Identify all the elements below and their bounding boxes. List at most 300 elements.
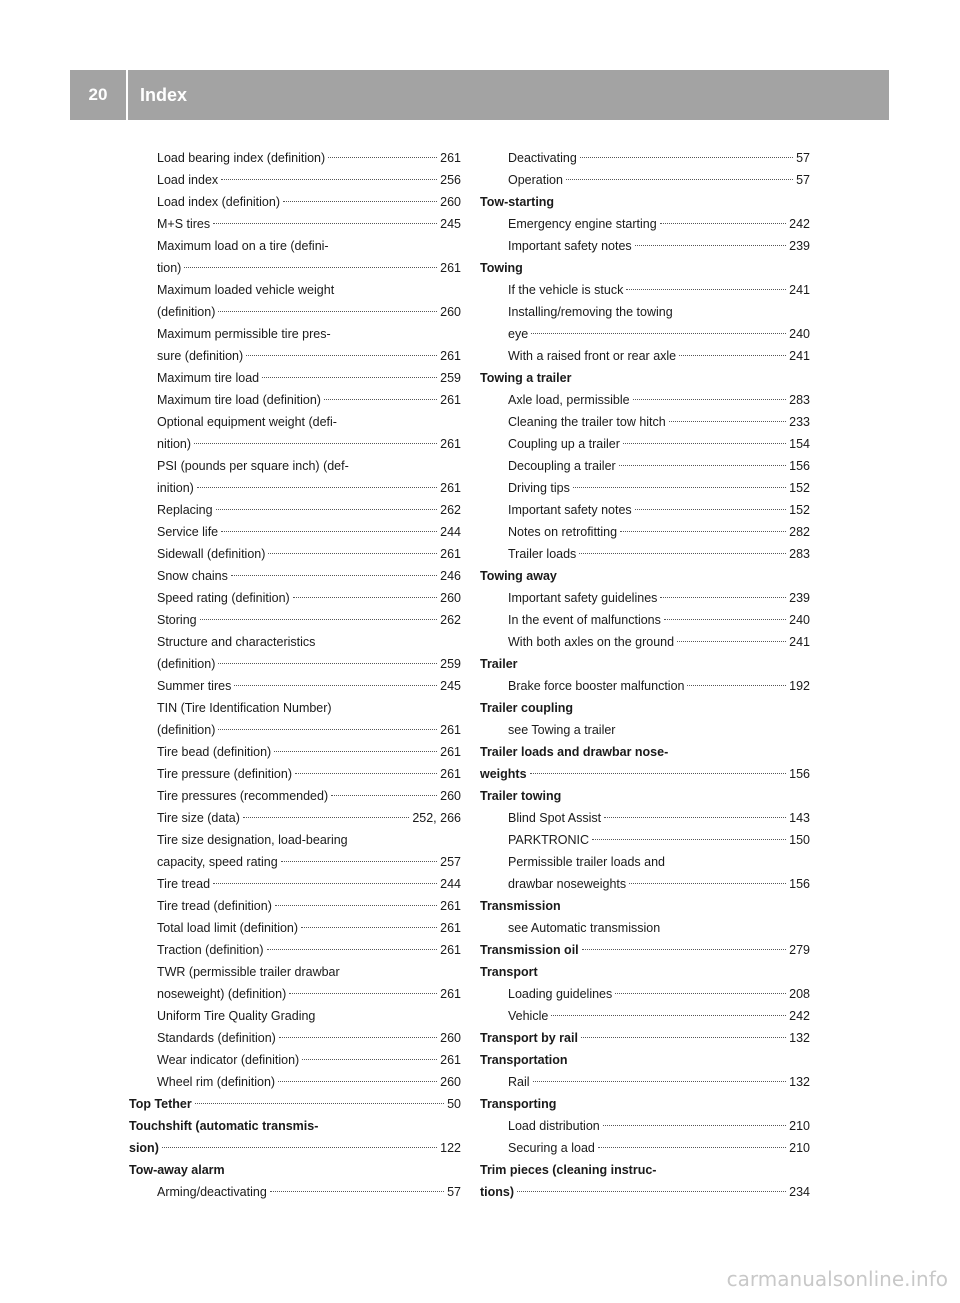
page-reference: 208 xyxy=(789,987,810,1001)
entry-label: Vehicle xyxy=(508,1009,549,1023)
dot-leader xyxy=(218,663,437,664)
index-entry-sub xyxy=(129,741,461,763)
index-entry-sub xyxy=(480,521,810,543)
page-reference: 261 xyxy=(440,349,461,363)
page-reference: 259 xyxy=(440,657,461,671)
index-entry-sub xyxy=(480,587,810,609)
entry-label: (definition) xyxy=(157,657,216,671)
index-entry-main xyxy=(129,1137,461,1159)
index-entry-sub xyxy=(129,851,461,873)
dot-leader xyxy=(213,883,437,884)
index-heading: Tow-starting xyxy=(480,195,555,209)
index-entry-sub xyxy=(480,609,810,631)
entry-label: If the vehicle is stuck xyxy=(508,283,624,297)
dot-leader xyxy=(331,795,437,796)
index-entry-sub xyxy=(129,719,461,741)
entry-label: Emergency engine starting xyxy=(508,217,657,231)
index-entry-sub xyxy=(129,873,461,895)
index-heading: Trailer loads and drawbar nose- xyxy=(480,745,669,759)
page-reference: 260 xyxy=(440,305,461,319)
index-heading: Trailer xyxy=(480,657,518,671)
page-reference: 210 xyxy=(789,1141,810,1155)
dot-leader xyxy=(267,949,438,950)
entry-label: Deactivating xyxy=(508,151,577,165)
dot-leader xyxy=(195,1103,444,1104)
index-entry-sub xyxy=(129,763,461,785)
index-entry-sub xyxy=(129,213,461,235)
index-entry-sub xyxy=(129,345,461,367)
index-heading: Towing xyxy=(480,261,523,275)
index-entry-sub xyxy=(129,675,461,697)
dot-leader xyxy=(623,443,786,444)
dot-leader xyxy=(582,949,787,950)
dot-leader xyxy=(633,399,787,400)
entry-label: Transmission oil xyxy=(480,943,579,957)
page-reference: 262 xyxy=(440,613,461,627)
dot-leader xyxy=(283,201,437,202)
index-heading: Transporting xyxy=(480,1097,557,1111)
entry-label: Standards (definition) xyxy=(157,1031,276,1045)
dot-leader xyxy=(324,399,437,400)
entry-label: drawbar noseweights xyxy=(508,877,627,891)
entry-label: Service life xyxy=(157,525,219,539)
entry-label: nition) xyxy=(157,437,192,451)
dot-leader xyxy=(243,817,409,818)
page-reference: 244 xyxy=(440,525,461,539)
index-entry-sub xyxy=(129,917,461,939)
page-reference: 252, 266 xyxy=(412,811,461,825)
page-reference: 242 xyxy=(789,217,810,231)
page-reference: 156 xyxy=(789,877,810,891)
entry-label: Load index (definition) xyxy=(157,195,280,209)
dot-leader xyxy=(268,553,437,554)
dot-leader xyxy=(213,223,437,224)
index-entry-text: Installing/removing the towing xyxy=(508,305,673,319)
dot-leader xyxy=(635,509,786,510)
index-entry-sub xyxy=(129,1027,461,1049)
entry-label: Blind Spot Assist xyxy=(508,811,602,825)
index-entry-text: Maximum permissible tire pres- xyxy=(157,327,331,341)
index-heading: Touchshift (automatic transmis- xyxy=(129,1119,319,1133)
entry-label: Securing a load xyxy=(508,1141,595,1155)
entry-label: Maximum tire load (definition) xyxy=(157,393,321,407)
dot-leader xyxy=(184,267,437,268)
page-reference: 261 xyxy=(440,481,461,495)
index-entry-sub xyxy=(480,1071,810,1093)
page-reference: 132 xyxy=(789,1075,810,1089)
index-entry-sub xyxy=(480,829,810,851)
dot-leader xyxy=(197,487,437,488)
index-entry-sub xyxy=(480,169,810,191)
dot-leader xyxy=(660,597,786,598)
page-reference: 279 xyxy=(789,943,810,957)
entry-label: Operation xyxy=(508,173,563,187)
index-entry-sub xyxy=(480,873,810,895)
entry-label: With both axles on the ground xyxy=(508,635,675,649)
page-reference: 242 xyxy=(789,1009,810,1023)
index-entry-sub xyxy=(129,807,461,829)
index-entry-text: Structure and characteristics xyxy=(157,635,316,649)
entry-label: noseweight) (definition) xyxy=(157,987,287,1001)
index-entry-sub xyxy=(129,367,461,389)
index-entry-sub xyxy=(129,587,461,609)
index-entry-main xyxy=(129,1093,461,1115)
dot-leader xyxy=(531,333,786,334)
index-entry-sub xyxy=(480,499,810,521)
page-reference: 283 xyxy=(789,547,810,561)
entry-label: sion) xyxy=(129,1141,159,1155)
dot-leader xyxy=(328,157,437,158)
dot-leader xyxy=(275,905,437,906)
index-entry-text: TIN (Tire Identification Number) xyxy=(157,701,332,715)
page-reference: 122 xyxy=(440,1141,461,1155)
entry-label: Arming/deactivating xyxy=(157,1185,267,1199)
dot-leader xyxy=(278,1081,437,1082)
page-reference: 261 xyxy=(440,547,461,561)
page-reference: 261 xyxy=(440,987,461,1001)
page-reference: 261 xyxy=(440,437,461,451)
page-reference: 260 xyxy=(440,1075,461,1089)
entry-label: Snow chains xyxy=(157,569,228,583)
index-column-right xyxy=(480,147,810,1203)
dot-leader xyxy=(629,883,786,884)
index-entry-sub xyxy=(480,1115,810,1137)
page-reference: 260 xyxy=(440,789,461,803)
entry-label: Storing xyxy=(157,613,197,627)
dot-leader xyxy=(598,1147,786,1148)
entry-label: weights xyxy=(480,767,527,781)
page-reference: 240 xyxy=(789,327,810,341)
page-title: Index xyxy=(140,85,188,105)
index-entry-sub xyxy=(480,389,810,411)
page-reference: 260 xyxy=(440,1031,461,1045)
dot-leader xyxy=(619,465,786,466)
index-entry-sub xyxy=(129,565,461,587)
page-reference: 261 xyxy=(440,943,461,957)
entry-label: Replacing xyxy=(157,503,213,517)
page-reference: 261 xyxy=(440,261,461,275)
index-entry-sub xyxy=(480,213,810,235)
entry-label: tions) xyxy=(480,1185,515,1199)
watermark: carmanualsonline.info xyxy=(726,1267,948,1291)
page-reference: 260 xyxy=(440,591,461,605)
page-reference: 241 xyxy=(789,349,810,363)
index-entry-main xyxy=(480,939,810,961)
index-entry-sub xyxy=(129,499,461,521)
entry-label: Brake force booster malfunction xyxy=(508,679,685,693)
entry-label: tion) xyxy=(157,261,182,275)
index-entry-sub xyxy=(480,983,810,1005)
page-reference: 245 xyxy=(440,679,461,693)
index-entry-sub xyxy=(129,1181,461,1203)
index-entry-text: Uniform Tire Quality Grading xyxy=(157,1009,316,1023)
index-entry-sub xyxy=(129,477,461,499)
page-reference: 241 xyxy=(789,635,810,649)
index-entry-text: Tire size designation, load-bearing xyxy=(157,833,348,847)
dot-leader xyxy=(274,751,437,752)
index-heading: Transmission xyxy=(480,899,561,913)
page-reference: 259 xyxy=(440,371,461,385)
index-entry-text: Maximum load on a tire (defini- xyxy=(157,239,329,253)
index-entry-text: Optional equipment weight (defi- xyxy=(157,415,337,429)
index-entry-sub xyxy=(129,785,461,807)
dot-leader xyxy=(626,289,786,290)
entry-label: Axle load, permissible xyxy=(508,393,630,407)
dot-leader xyxy=(218,729,437,730)
page-reference: 261 xyxy=(440,745,461,759)
page-reference: 156 xyxy=(789,459,810,473)
dot-leader xyxy=(270,1191,444,1192)
dot-leader xyxy=(194,443,437,444)
entry-label: Total load limit (definition) xyxy=(157,921,299,935)
dot-leader xyxy=(293,597,437,598)
dot-leader xyxy=(231,575,437,576)
index-entry-main xyxy=(480,1027,810,1049)
dot-leader xyxy=(603,1125,786,1126)
dot-leader xyxy=(517,1191,786,1192)
dot-leader xyxy=(218,311,437,312)
page-reference: 210 xyxy=(789,1119,810,1133)
page-reference: 240 xyxy=(789,613,810,627)
index-entry-sub xyxy=(129,389,461,411)
index-entry-sub xyxy=(480,477,810,499)
index-heading: Trailer coupling xyxy=(480,701,574,715)
entry-label: Wheel rim (definition) xyxy=(157,1075,276,1089)
index-entry-sub xyxy=(480,433,810,455)
index-entry-sub xyxy=(129,895,461,917)
entry-label: Wear indicator (definition) xyxy=(157,1053,300,1067)
index-entry-text: PSI (pounds per square inch) (def- xyxy=(157,459,349,473)
dot-leader xyxy=(573,487,786,488)
entry-label: Maximum tire load xyxy=(157,371,260,385)
page-number: 20 xyxy=(88,85,108,104)
page-reference: 261 xyxy=(440,921,461,935)
index-heading: Trim pieces (cleaning instruc- xyxy=(480,1163,657,1177)
index-entry-sub xyxy=(129,939,461,961)
index-entry-sub xyxy=(480,1137,810,1159)
entry-label: Load distribution xyxy=(508,1119,600,1133)
page-reference: 244 xyxy=(440,877,461,891)
page-reference: 234 xyxy=(789,1185,810,1199)
page-reference: 152 xyxy=(789,503,810,517)
entry-label: Coupling up a trailer xyxy=(508,437,620,451)
entry-label: Transport by rail xyxy=(480,1031,578,1045)
page-reference: 261 xyxy=(440,723,461,737)
index-entry-sub xyxy=(129,1049,461,1071)
index-entry-sub xyxy=(480,675,810,697)
page-reference: 245 xyxy=(440,217,461,231)
index-column-left xyxy=(129,147,461,1203)
entry-label: Important safety notes xyxy=(508,239,632,253)
dot-leader xyxy=(234,685,437,686)
index-entry-sub xyxy=(129,147,461,169)
entry-label: Trailer loads xyxy=(508,547,577,561)
entry-label: With a raised front or rear axle xyxy=(508,349,677,363)
entry-label: Summer tires xyxy=(157,679,232,693)
dot-leader xyxy=(281,861,437,862)
index-entry-sub xyxy=(480,455,810,477)
index-entry-sub xyxy=(129,983,461,1005)
page-reference: 257 xyxy=(440,855,461,869)
entry-label: In the event of malfunctions xyxy=(508,613,661,627)
page-reference: 283 xyxy=(789,393,810,407)
dot-leader xyxy=(262,377,437,378)
dot-leader xyxy=(620,531,786,532)
dot-leader xyxy=(566,179,793,180)
index-heading: Tow-away alarm xyxy=(129,1163,225,1177)
page-reference: 57 xyxy=(796,151,810,165)
dot-leader xyxy=(581,1037,786,1038)
index-entry-sub xyxy=(129,257,461,279)
index-entry-sub xyxy=(480,323,810,345)
dot-leader xyxy=(200,619,438,620)
entry-label: (definition) xyxy=(157,305,216,319)
index-entry-sub xyxy=(480,411,810,433)
page-reference: 261 xyxy=(440,393,461,407)
dot-leader xyxy=(530,773,787,774)
dot-leader xyxy=(604,817,786,818)
page-reference: 192 xyxy=(789,679,810,693)
page-reference: 156 xyxy=(789,767,810,781)
index-entry-sub xyxy=(480,345,810,367)
entry-label: Tire size (data) xyxy=(157,811,240,825)
entry-label: Tire pressures (recommended) xyxy=(157,789,329,803)
index-entry-text: Permissible trailer loads and xyxy=(508,855,666,869)
page-reference: 246 xyxy=(440,569,461,583)
index-entry-text: see Towing a trailer xyxy=(508,723,616,737)
page-reference: 239 xyxy=(789,591,810,605)
dot-leader xyxy=(687,685,786,686)
page-reference: 132 xyxy=(789,1031,810,1045)
entry-label: Important safety notes xyxy=(508,503,632,517)
page-reference: 241 xyxy=(789,283,810,297)
entry-label: Traction (definition) xyxy=(157,943,264,957)
dot-leader xyxy=(664,619,786,620)
page-reference: 57 xyxy=(796,173,810,187)
dot-leader xyxy=(677,641,786,642)
dot-leader xyxy=(162,1147,437,1148)
entry-label: Tire bead (definition) xyxy=(157,745,272,759)
entry-label: Top Tether xyxy=(129,1097,192,1111)
index-entry-sub xyxy=(129,609,461,631)
page-reference: 261 xyxy=(440,1053,461,1067)
page-reference: 282 xyxy=(789,525,810,539)
entry-label: Load index xyxy=(157,173,219,187)
index-entry-sub xyxy=(480,631,810,653)
page-reference: 152 xyxy=(789,481,810,495)
page-reference: 233 xyxy=(789,415,810,429)
index-heading: Transport xyxy=(480,965,538,979)
entry-label: Cleaning the trailer tow hitch xyxy=(508,415,666,429)
index-heading: Towing away xyxy=(480,569,557,583)
page-reference: 261 xyxy=(440,767,461,781)
dot-leader xyxy=(580,157,793,158)
index-entry-main xyxy=(480,763,810,785)
index-entry-sub xyxy=(480,235,810,257)
index-entry-sub xyxy=(480,543,810,565)
page-reference: 150 xyxy=(789,833,810,847)
entry-label: eye xyxy=(508,327,529,341)
index-heading: Trailer towing xyxy=(480,789,562,803)
page-reference: 261 xyxy=(440,899,461,913)
dot-leader xyxy=(279,1037,437,1038)
entry-label: Sidewall (definition) xyxy=(157,547,266,561)
index-entry-sub xyxy=(129,191,461,213)
entry-label: Loading guidelines xyxy=(508,987,613,1001)
entry-label: (definition) xyxy=(157,723,216,737)
entry-label: inition) xyxy=(157,481,194,495)
index-entry-sub xyxy=(129,521,461,543)
page-reference: 256 xyxy=(440,173,461,187)
entry-label: capacity, speed rating xyxy=(157,855,278,869)
entry-label: Decoupling a trailer xyxy=(508,459,616,473)
index-heading: Towing a trailer xyxy=(480,371,572,385)
dot-leader xyxy=(301,927,437,928)
entry-label: Speed rating (definition) xyxy=(157,591,290,605)
index-entry-sub xyxy=(129,169,461,191)
header-bar xyxy=(70,70,889,120)
dot-leader xyxy=(246,355,437,356)
index-entry-text: TWR (permissible trailer drawbar xyxy=(157,965,340,979)
dot-leader xyxy=(660,223,786,224)
index-entry-sub xyxy=(480,1005,810,1027)
dot-leader xyxy=(579,553,786,554)
page-reference: 262 xyxy=(440,503,461,517)
entry-label: Rail xyxy=(508,1075,530,1089)
index-entry-sub xyxy=(480,279,810,301)
index-entry-sub xyxy=(129,301,461,323)
entry-label: sure (definition) xyxy=(157,349,244,363)
entry-label: PARKTRONIC xyxy=(508,833,590,847)
dot-leader xyxy=(295,773,437,774)
index-entry-main xyxy=(480,1181,810,1203)
entry-label: M+S tires xyxy=(157,217,211,231)
dot-leader xyxy=(615,993,786,994)
index-entry-text: Maximum loaded vehicle weight xyxy=(157,283,335,297)
page-reference: 50 xyxy=(447,1097,461,1111)
index-entry-sub xyxy=(129,1071,461,1093)
dot-leader xyxy=(669,421,786,422)
entry-label: Tire tread (definition) xyxy=(157,899,272,913)
index-entry-sub xyxy=(480,807,810,829)
dot-leader xyxy=(592,839,786,840)
index-entry-sub xyxy=(480,147,810,169)
entry-label: Driving tips xyxy=(508,481,570,495)
dot-leader xyxy=(635,245,786,246)
header-divider xyxy=(126,70,128,120)
dot-leader xyxy=(302,1059,437,1060)
dot-leader xyxy=(216,509,438,510)
entry-label: Notes on retrofitting xyxy=(508,525,618,539)
page-reference: 57 xyxy=(447,1185,461,1199)
page-reference: 261 xyxy=(440,151,461,165)
index-entry-text: see Automatic transmission xyxy=(508,921,661,935)
entry-label: Tire tread xyxy=(157,877,211,891)
index-heading: Transportation xyxy=(480,1053,568,1067)
page-reference: 260 xyxy=(440,195,461,209)
page-reference: 143 xyxy=(789,811,810,825)
page-reference: 239 xyxy=(789,239,810,253)
entry-label: Tire pressure (definition) xyxy=(157,767,293,781)
page-reference: 154 xyxy=(789,437,810,451)
index-entry-sub xyxy=(129,653,461,675)
dot-leader xyxy=(533,1081,787,1082)
entry-label: Important safety guidelines xyxy=(508,591,658,605)
dot-leader xyxy=(221,531,437,532)
index-entry-sub xyxy=(129,543,461,565)
entry-label: Load bearing index (definition) xyxy=(157,151,326,165)
dot-leader xyxy=(679,355,786,356)
